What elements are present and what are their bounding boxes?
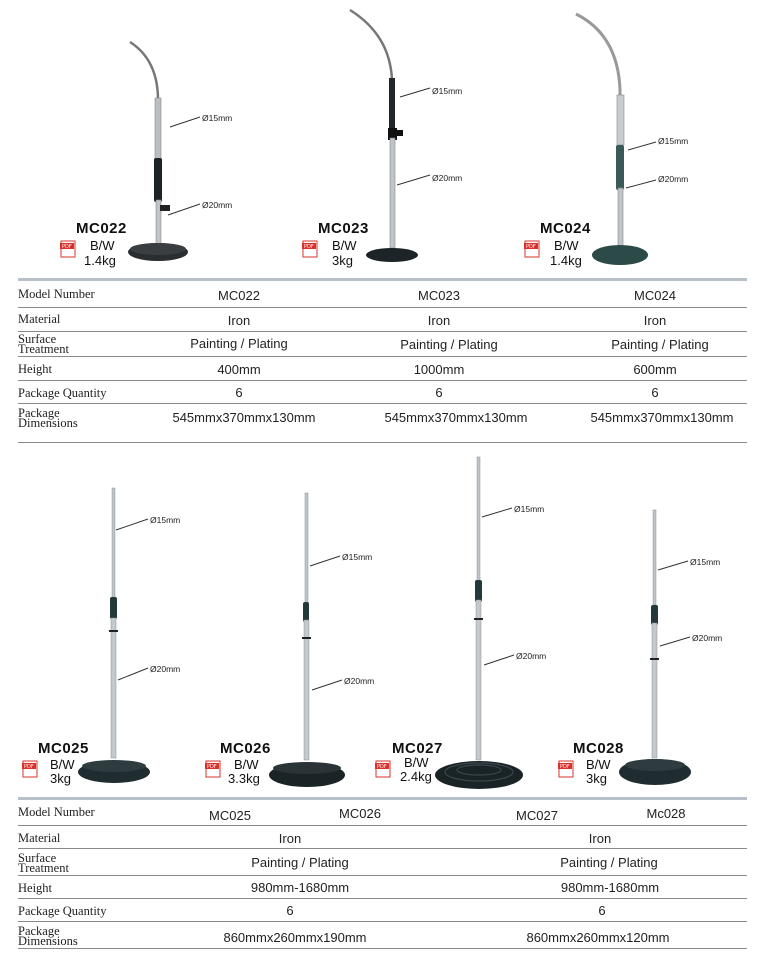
table-cell: Iron [278,831,302,846]
row-label-model-number: Model Number [18,287,95,301]
mc026-dim-15: Ø15mm [342,552,373,562]
spec-bw: B/W [90,238,115,253]
table-cell: 545mmx370mmx130mm [172,410,316,425]
row-label-dimensions: Dimensions [18,934,78,948]
table-cell: 6 [598,903,606,918]
table-cell: Painting / Plating [190,336,288,351]
model-title: MC028 [573,740,624,757]
row-label-package: Package [18,406,60,420]
row-divider [18,898,747,899]
table-cell: Iron [643,313,667,328]
row-label-model-number: Model Number [18,805,95,819]
table-cell: 1000mm [413,362,465,377]
row-label-package-quantity: Package Quantity [18,386,107,400]
pdf-icon-text: PDF [207,764,217,770]
table-cell: 545mmx370mmx130mm [384,410,528,425]
mc023-dim-20: Ø20mm [432,173,463,183]
mc023-dim-15: Ø15mm [432,86,463,96]
mc026-dim-20: Ø20mm [344,676,375,686]
row-label-treatment: Treatment [18,342,69,356]
row-divider [18,848,747,849]
spec-bw: B/W [586,757,611,772]
table-cell: Painting / Plating [400,337,498,352]
table-cell: MC027 [516,808,558,823]
row-divider [18,948,747,949]
pdf-icon-text: PDF [560,764,570,770]
table-cell: Iron [427,313,451,328]
table-cell: MC026 [339,806,381,821]
mc025-dim-20: Ø20mm [150,664,181,674]
spec-weight: 3kg [586,771,607,786]
table-cell: MC022 [218,288,260,303]
row-divider [18,875,747,876]
table-cell: MC023 [418,288,460,303]
pdf-icon-text: PDF [62,244,72,250]
row-divider [18,921,747,922]
spec-weight: 3.3kg [228,771,260,786]
table-top-rule [18,797,747,800]
table-cell: 545mmx370mmx130mm [590,410,734,425]
row-label-dimensions: Dimensions [18,416,78,430]
spec-bw: B/W [554,238,579,253]
pdf-icon-text: PDF [304,244,314,250]
table-cell: 980mm-1680mm [250,880,350,895]
spec-weight: 2.4kg [400,769,432,784]
model-title: MC023 [318,220,369,237]
table-cell: Iron [588,831,612,846]
table-cell: Painting / Plating [611,337,709,352]
model-title: MC027 [392,740,443,757]
pdf-icon-text: PDF [526,244,536,250]
spec-bw: B/W [234,757,259,772]
spec-weight: 3kg [50,771,71,786]
spec-weight: 1.4kg [84,253,116,268]
table-cell: 600mm [633,362,677,377]
pdf-icon-text: PDF [377,764,387,770]
table-cell: 6 [235,385,243,400]
table-cell: Mc028 [646,806,686,821]
row-divider [18,825,747,826]
table-cell: 980mm-1680mm [560,880,660,895]
table-cell: MC024 [634,288,676,303]
table-cell: 860mmx260mmx120mm [526,930,670,945]
mc028-dim-15: Ø15mm [690,557,721,567]
spec-bw: B/W [404,755,429,770]
mc027-dim-15: Ø15mm [514,504,545,514]
row-label-package: Package [18,924,60,938]
mc024-dim-20: Ø20mm [658,174,689,184]
table-cell: Iron [227,313,251,328]
spec-weight: 1.4kg [550,253,582,268]
table-cell: 6 [286,903,294,918]
row-label-package-quantity: Package Quantity [18,904,107,918]
row-label-treatment: Treatment [18,861,69,875]
mc022-dim-15: Ø15mm [202,113,233,123]
spec-bw: B/W [50,757,75,772]
spec-bw: B/W [332,238,357,253]
row-label-material: Material [18,312,61,326]
table-cell: 6 [435,385,443,400]
model-title: MC024 [540,220,591,237]
mc022-dim-20: Ø20mm [202,200,233,210]
mc027-dim-20: Ø20mm [516,651,547,661]
table-cell: 860mmx260mmx190mm [223,930,367,945]
row-label-material: Material [18,831,61,845]
pdf-icon[interactable] [558,760,574,778]
mc028-dim-20: Ø20mm [692,633,723,643]
table-cell: Painting / Plating [251,855,349,870]
table-cell: 400mm [217,362,261,377]
pdf-icon-text: PDF [24,764,34,770]
row-label-surface: Surface [18,332,57,346]
table-cell: 6 [651,385,659,400]
model-title: MC026 [220,740,271,757]
row-label-height: Height [18,362,53,376]
row-label-surface: Surface [18,851,57,865]
model-title: MC025 [38,740,89,757]
mc025-dim-15: Ø15mm [150,515,181,525]
table-cell: MC025 [209,808,251,823]
model-title: MC022 [76,220,127,237]
table-cell: Painting / Plating [560,855,658,870]
spec-weight: 3kg [332,253,353,268]
mc024-dim-15: Ø15mm [658,136,689,146]
row-label-height: Height [18,881,53,895]
